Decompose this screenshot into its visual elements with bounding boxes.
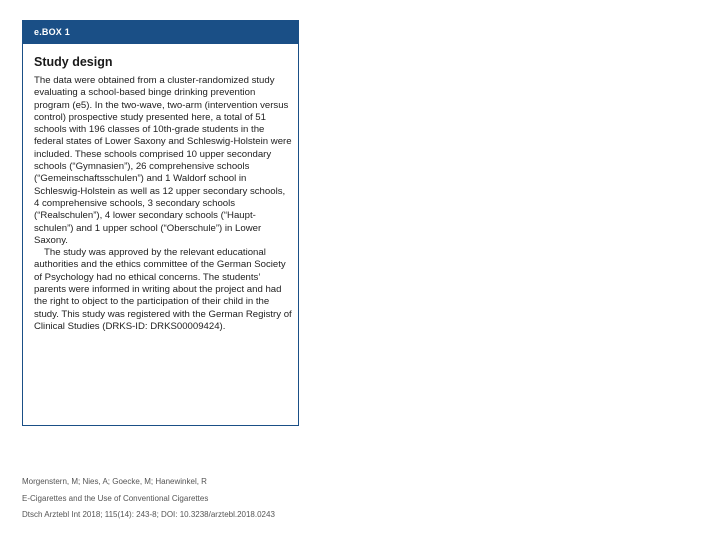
citation-authors: Morgenstern, M; Nies, A; Goecke, M; Hanewinkel, R [22,477,207,486]
ebox-title: Study design [34,55,113,69]
ebox-paragraph-2: The study was approved by the relevant educational authorities and the ethics committee of the German Society of Psychology had no ethical concerns. The students’ parents were informed in writing about the project and had the right to object to the participation of their child in the study. This study was registered with the German Registry of Clinical Studies (DRKS-ID: DRKS00009424). [34,247,292,332]
ebox-paragraph-1: The data were obtained from a cluster-randomized study evaluating a school-based binge drinking prevention program (e5). In the two-wave, two-arm (intervention versus control) prospective study presented here, a total of 51 schools with 196 classes of 10th-grade students in the federal states of Lower Saxony and Schleswig-Holstein were included. These schools comprised 10 upper secondary schools (“Gymnasien”), 26 comprehensive schools (“Gemeinschaftsschulen”) and 1 Waldorf school in Schleswig-Holstein as well as 12 upper secondary schools, 4 comprehensive schools, 3 secondary schools (“Realschulen”), 4 lower secondary schools (“Hauptschulen”) and 1 upper school (“Oberschule”) in Lower Saxony. [34,75,292,246]
ebox-body [34,75,292,333]
ebox-panel [22,20,299,426]
citation-block [22,474,275,524]
citation-article: E-Cigarettes and the Use of Conventional Cigarettes [22,493,209,503]
ebox-label: e.BOX 1 [23,21,298,44]
citation-journal: Dtsch Arztebl Int 2018; 115(14): 243-8; DOI: 10.3238/arztebl.2018.0243 [22,510,275,519]
